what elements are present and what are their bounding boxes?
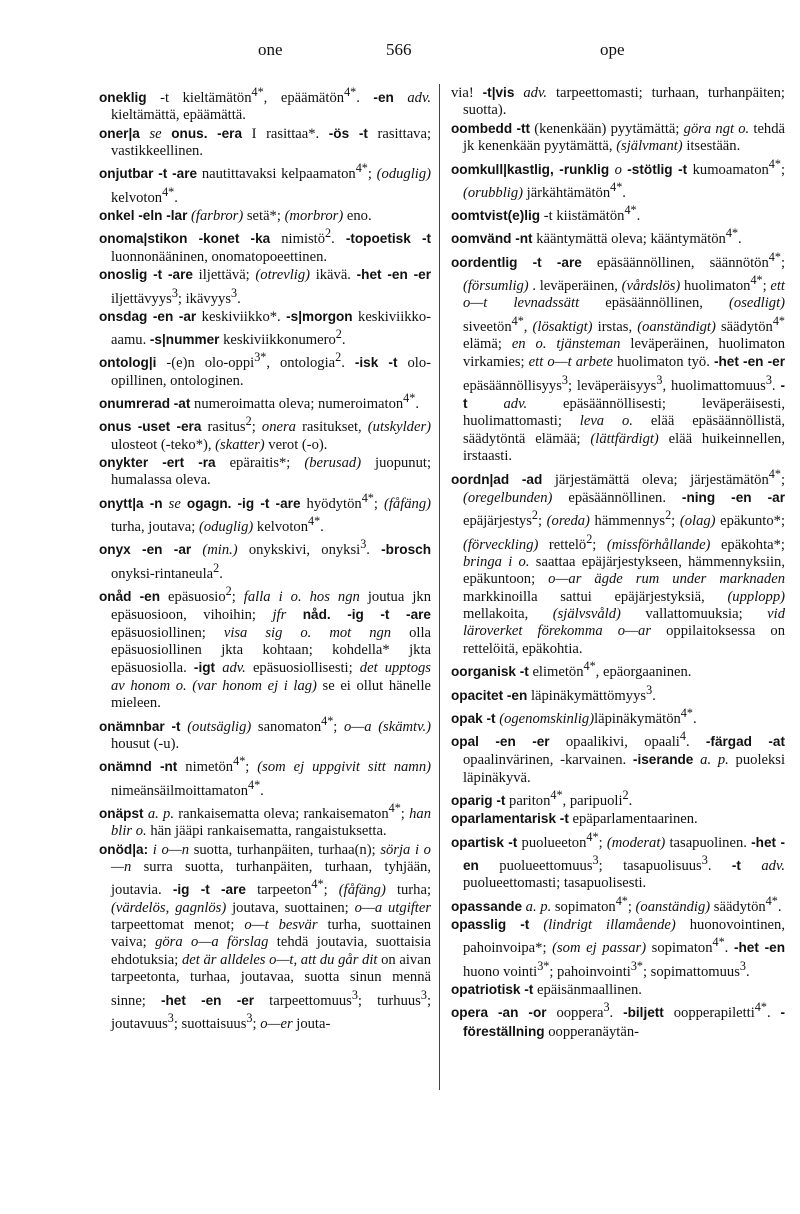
dictionary-entry: opacitet -en läpinäkymättömyys$^3$. <box>451 682 656 704</box>
dictionary-entry: via! -t|vis adv. tarpeettomasti; turhaan, turhanpäiten; suotta). <box>451 85 785 119</box>
dictionary-entry: onsdag -en -ar keskiviikko*. -s|morgon keskiviikko-aamu. -s|nummer keskiviikkonumero$^2$. <box>99 308 431 349</box>
dictionary-entry: oparig -t pariton$^{4*}$, paripuoli$^2$. <box>451 788 633 809</box>
right-column <box>451 84 785 1041</box>
dictionary-entry: opassande a. p. sopimaton$^{4*}$; (oanständig) säädytön$^{4*}$. <box>451 893 782 915</box>
dictionary-entry: ontolog|i -(e)n olo-oppi$^{3*}$, ontologia$^2$. -isk -t olo-opillinen, ontologinen. <box>99 350 431 389</box>
dictionary-entry: onämnd -nt nimetön$^{4*}$; (som ej uppgivit sitt namn) nimeänsäilmoittamaton$^{4*}$. <box>99 754 431 799</box>
left-column <box>99 84 431 1033</box>
dictionary-entry: opasslig -t (lindrigt illamående) huonovointinen, pahoinvoipa*; (som ej passar) sopimaton$^{4*}$. -het -en huono vointi$^{3*}$; pahoinvointi$^{3*}$; sopimattomuus$^3$. <box>451 916 785 980</box>
right-guide-word: ope <box>600 40 625 59</box>
dictionary-entry: onkel -eln -lar (farbror) setä*; (morbror) eno. <box>99 208 372 225</box>
dictionary-entry: onus -uset -era rasitus$^2$; onera rasitukset, (utskylder) ulosteot (-teko*), (skatter) verot (-o). <box>99 414 431 453</box>
dictionary-entry: onyx -en -ar (min.) onykskivi, onyksi$^3$. -brosch onyksi-rintaneula$^2$. <box>99 537 432 582</box>
dictionary-entry: oordentlig -t -are epäsäännöllinen, säännötön$^{4*}$; (försumlig) . leväperäinen, (vårdslös) huolimaton$^{4*}$; ett o—t levnadssätt epäsäännöllinen, (osedligt) siveetön$^{4*}$, (lösaktigt) irstas, (oanständigt) säädytön$^{4*}$ elämä; en o. tjänsteman leväperäinen, huolimaton virkamies; ett o—t arbete huolimaton työ. -het -en -er epäsäännöllisyys$^3$; leväperäisyys$^3$, huolimattomuus$^3$. -t adv. epäsäännöllisesti; leväperäisesti, huolimattomasti; leva o. elää epäsäännöllistä, säädytöntä elämää; (lättfärdigt) elää huikeinnellen, irstaasti. <box>451 249 785 465</box>
dictionary-entry: oomtvist(e)lig -t kiistämätön$^{4*}$. <box>451 203 641 225</box>
dictionary-entry: oomkull|kastlig, -runklig o -stötlig -t kumoamaton$^{4*}$; (orubblig) järkähtämätön$^{4*}$. <box>451 156 786 201</box>
dictionary-entry: opal -en -er opaalikivi, opaali$^4$. -färgad -at opaalinvärinen, -karvainen. -iserande a. p. puoleksi läpinäkyvä. <box>451 729 786 786</box>
dictionary-entry: onytt|a -n se ogagn. -ig -t -are hyödytön$^{4*}$; (fåfäng) turha, joutava; (oduglig) kelvoton$^{4*}$. <box>99 490 432 535</box>
dictionary-entry: opartisk -t puolueeton$^{4*}$; (moderat) tasapuolinen. -het -en puolueettomuus$^3$; tasapuolisuus$^3$. -t adv. puolueettomasti; tasapuolisesti. <box>451 829 785 892</box>
dictionary-entry: oparlamentarisk -t epäparlamentaarinen. <box>451 811 698 828</box>
dictionary-entry: onäpst a. p. rankaisematta oleva; rankaisematon$^{4*}$; han blir o. hän jääpi rankaisematta, rangaistuksetta. <box>99 800 431 840</box>
dictionary-entry: onåd -en epäsuosio$^2$; falla i o. hos ngn joutua jkn epäsuosioon, vihoihin; jfr nåd. -ig -t -are epäsuosiollinen; visa sig o. mot ngn olla epäsuosiollinen jkta kohtaan; kohdella* jkta epäsuosiolla. -igt adv. epäsuosiollisesti; det upptogs av honom o. (var honom ej i lag) se ei ollut hänelle mieleen. <box>99 583 432 712</box>
dictionary-entry: oneklig -t kieltämätön$^{4*}$, epäämätön$^{4*}$. -en adv. kieltämättä, epäämättä. <box>99 85 431 124</box>
dictionary-entry: oorganisk -t elimetön$^{4*}$, epäorgaaninen. <box>451 659 692 681</box>
dictionary-entry: onumrerad -at numeroimatta oleva; numeroimaton$^{4*}$. <box>99 391 419 412</box>
dictionary-entry: opera -an -or ooppera$^3$. -biljett oopperapiletti$^{4*}$. -föreställning oopperanäytän- <box>451 1000 785 1040</box>
page-number: 566 <box>386 40 412 59</box>
dictionary-entry: oner|a se onus. -era I rasittaa*. -ös -t rasittava; vastikkeellinen. <box>99 125 432 160</box>
dictionary-entry: oomvänd -nt kääntymättä oleva; kääntymätön$^{4*}$. <box>451 226 742 248</box>
left-guide-word: one <box>258 40 283 59</box>
column-divider <box>439 84 440 1090</box>
dictionary-entry: oombedd -tt (kenenkään) pyytämättä; göra ngt o. tehdä jk kenenkään pyytämättä, (självmant) itsestään. <box>451 120 785 155</box>
dictionary-entry: onöd|a: i o—n suotta, turhanpäiten, turhaa(n); sörja i o—n surra suotta, turhanpäiten, turhaan, tyhjään, joutavia. -ig -t -are tarpeeton$^{4*}$; (fåfäng) turha; (värdelös, gagnlös) joutava, suottainen; o—a utgifter tarpeettomat menot; o—t besvär turha, suottainen vaiva; göra o—a förslag tehdä joutavia, suottaisia ehdotuksia; det är alldeles o—t, att du går dit on aivan tarpeetonta, turhaa, joutavaa, suotta sinun mennä sinne; -het -en -er tarpeettomuus$^3$; turhuus$^3$; joutavuus$^3$; suottaisuus$^3$; o—er jouta- <box>99 841 432 1032</box>
dictionary-entry: onjutbar -t -are nautittavaksi kelpaamaton$^{4*}$; (oduglig) kelvoton$^{4*}$. <box>99 161 431 206</box>
page-header <box>0 40 800 66</box>
dictionary-entry: opatriotisk -t epäisänmaallinen. <box>451 981 642 998</box>
dictionary-entry: oordn|ad -ad järjestämättä oleva; järjestämätön$^{4*}$; (oregelbunden) epäsäännöllinen. -ning -en -ar epäjärjestys$^2$; (oreda) hämmennys$^2$; (olag) epäkunto*; (förveckling) rettelö$^2$; (missförhållande) epäkohta*; bringa i o. saattaa epäjärjestykseen, hämmennyksiin, epäkuntoon; o—ar ägde rum under marknaden markkinoilla sattui epäjärjestyksiä, (upplopp) mellakoita, (självsvåld) vallattomuuksia; vid läroverket förekomma o—ar oppilaitoksessa on rettelöitä, epäkohtia. <box>451 466 786 657</box>
dictionary-entry: opak -t (ogenomskinlig)läpinäkymätön$^{4*}$. <box>451 705 697 727</box>
dictionary-entry: onoma|stikon -konet -ka nimistö$^2$. -topoetisk -t luonnonääninen, onomatopoeettinen. <box>99 226 431 265</box>
dictionary-entry: onämnbar -t (outsäglig) sanomaton$^{4*}$; o—a (skämtv.) housut (-u). <box>99 713 432 752</box>
dictionary-entry: onoslig -t -are iljettävä; (otrevlig) ikävä. -het -en -er iljettävyys$^3$; ikävyys$^3$. <box>99 267 431 307</box>
dictionary-entry: onykter -ert -ra epäraitis*; (berusad) juopunut; humalassa oleva. <box>99 455 431 489</box>
